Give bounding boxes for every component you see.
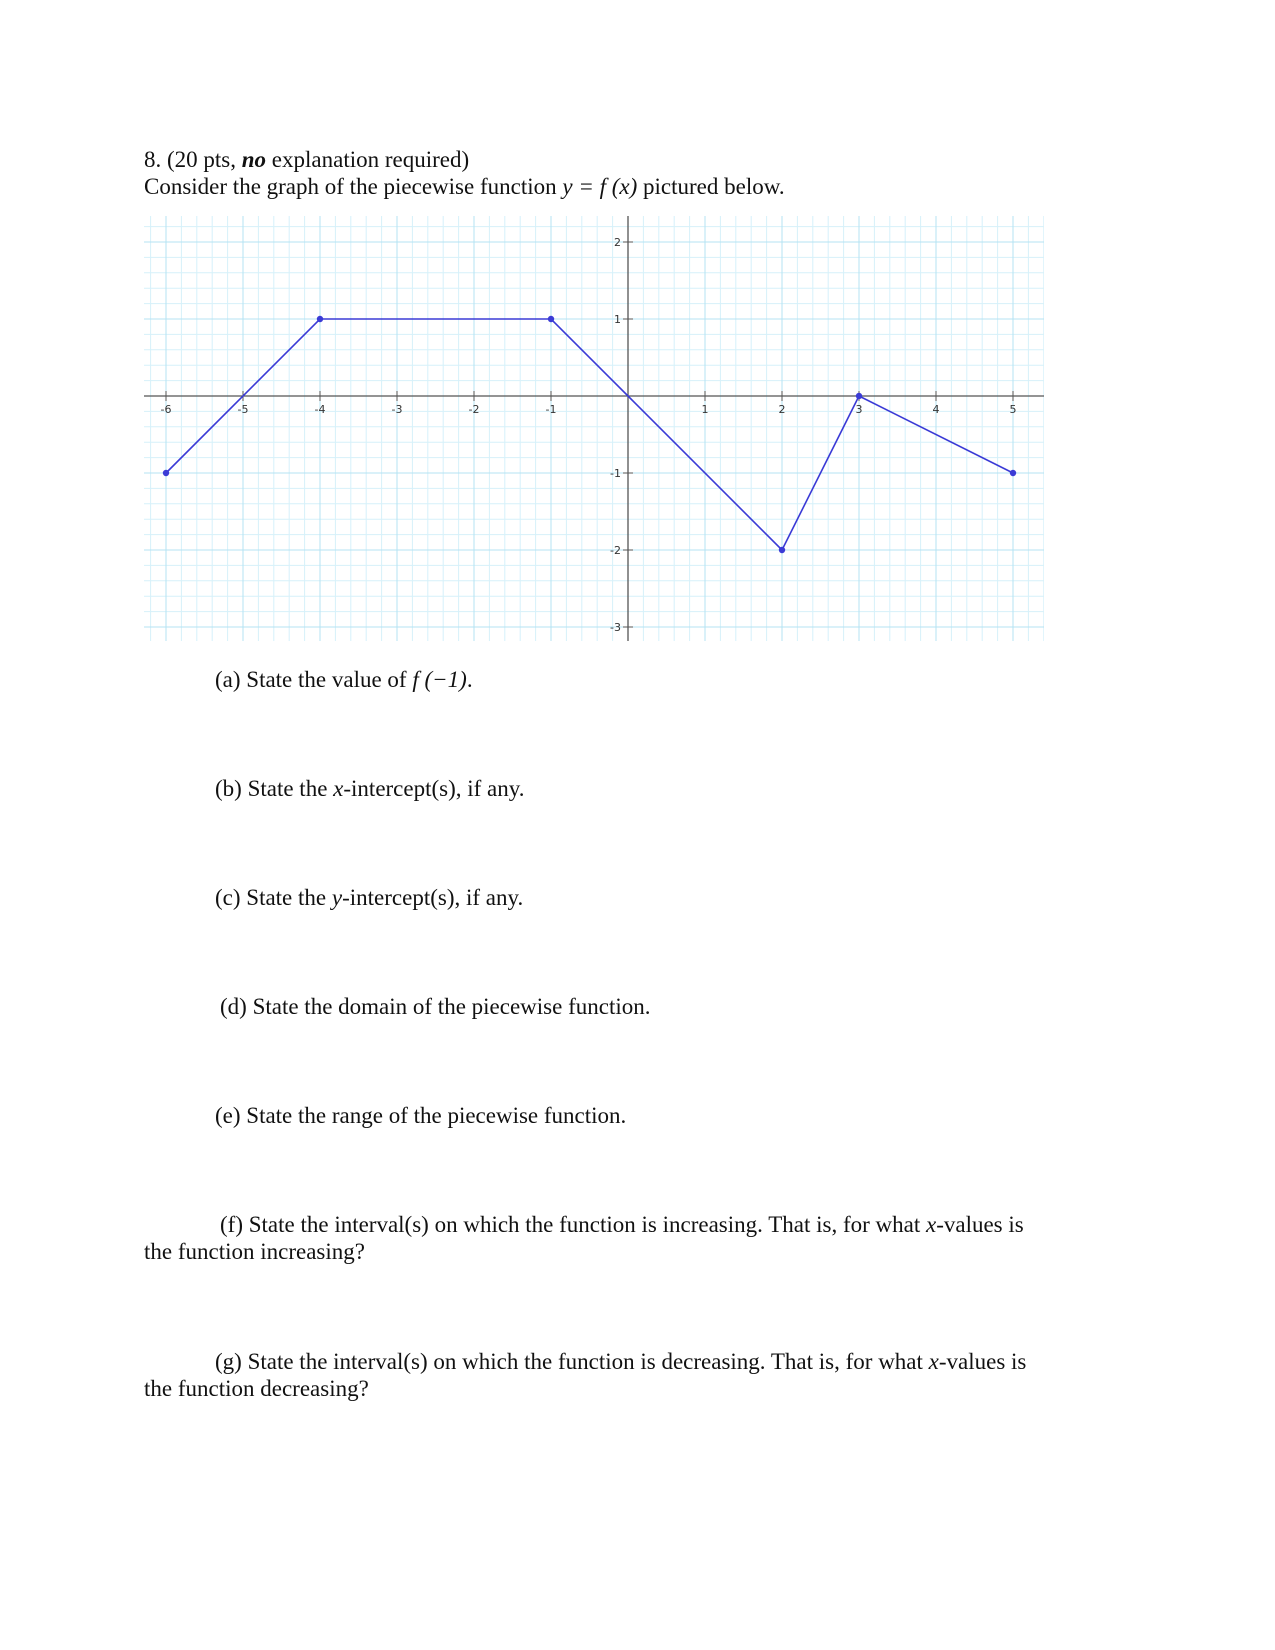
question-f-before: (f) State the interval(s) on which the function is increasing. That is, for what (220, 1212, 926, 1237)
question-g-before: (g) State the interval(s) on which the function is decreasing. That is, for what (215, 1349, 929, 1374)
problem-points-close: explanation required) (266, 147, 470, 172)
x-tick-label: -6 (160, 403, 172, 416)
question-c-after: -intercept(s), if any. (342, 885, 524, 910)
x-tick-label: -3 (391, 403, 403, 416)
problem-points-open: (20 pts, (167, 147, 242, 172)
question-f-line2 (144, 1238, 365, 1265)
graph-point (317, 316, 323, 322)
piecewise-graph (144, 216, 1044, 656)
question-g-var: x (928, 1349, 939, 1374)
y-tick-label: -3 (610, 621, 621, 634)
y-tick-label: 2 (614, 236, 621, 249)
question-d-text: (d) State the domain of the piecewise function. (220, 994, 651, 1019)
intro-before: Consider the graph of the piecewise function (144, 174, 563, 199)
question-f-line2-text: the function increasing? (144, 1239, 365, 1264)
x-tick-label: -5 (237, 403, 249, 416)
question-e-text: (e) State the range of the piecewise function. (215, 1103, 627, 1128)
question-a-function: f (−1) (412, 667, 467, 692)
graph-point (779, 547, 785, 553)
question-c-before: (c) State the (215, 885, 332, 910)
graph-point (856, 393, 862, 399)
graph-background (144, 216, 1044, 641)
question-g-after: -values is (938, 1349, 1027, 1374)
question-g-line2-text: the function decreasing? (144, 1376, 369, 1401)
x-tick-label: -2 (468, 403, 480, 416)
question-f-var: x (926, 1212, 937, 1237)
question-b-var: x (333, 776, 344, 801)
intro-after: pictured below. (637, 174, 785, 199)
problem-no-emphasis: no (241, 147, 267, 172)
question-f-after: -values is (936, 1212, 1024, 1237)
problem-intro (144, 173, 785, 200)
y-tick-label: -1 (610, 467, 621, 480)
question-b-before: (b) State the (215, 776, 334, 801)
question-d (220, 993, 650, 1020)
intro-function: y = f (x) (562, 174, 638, 199)
problem-heading (144, 146, 469, 173)
y-tick-label: 1 (614, 313, 621, 326)
question-b-after: -intercept(s), if any. (343, 776, 525, 801)
question-c-var: y (331, 885, 343, 910)
graph-svg (144, 216, 1044, 656)
x-tick-label: 3 (855, 403, 863, 416)
x-tick-label: 4 (932, 403, 940, 416)
question-g-line2 (144, 1375, 369, 1402)
graph-point (548, 316, 554, 322)
question-a-before: (a) State the value of (215, 667, 413, 692)
question-g-line1 (215, 1348, 1026, 1375)
question-a (215, 666, 473, 693)
question-f-line1 (220, 1211, 1024, 1238)
y-tick-label: -2 (610, 544, 621, 557)
graph-point (1010, 470, 1016, 476)
question-b (215, 775, 525, 802)
question-a-after: . (466, 667, 473, 692)
problem-number: 8. (144, 147, 162, 172)
question-c (215, 884, 523, 911)
question-e (215, 1102, 626, 1129)
x-tick-label: 1 (701, 403, 709, 416)
x-tick-label: 5 (1009, 403, 1017, 416)
x-tick-label: -1 (545, 403, 557, 416)
x-tick-label: -4 (314, 403, 326, 416)
x-tick-label: 2 (778, 403, 786, 416)
graph-point (163, 470, 169, 476)
